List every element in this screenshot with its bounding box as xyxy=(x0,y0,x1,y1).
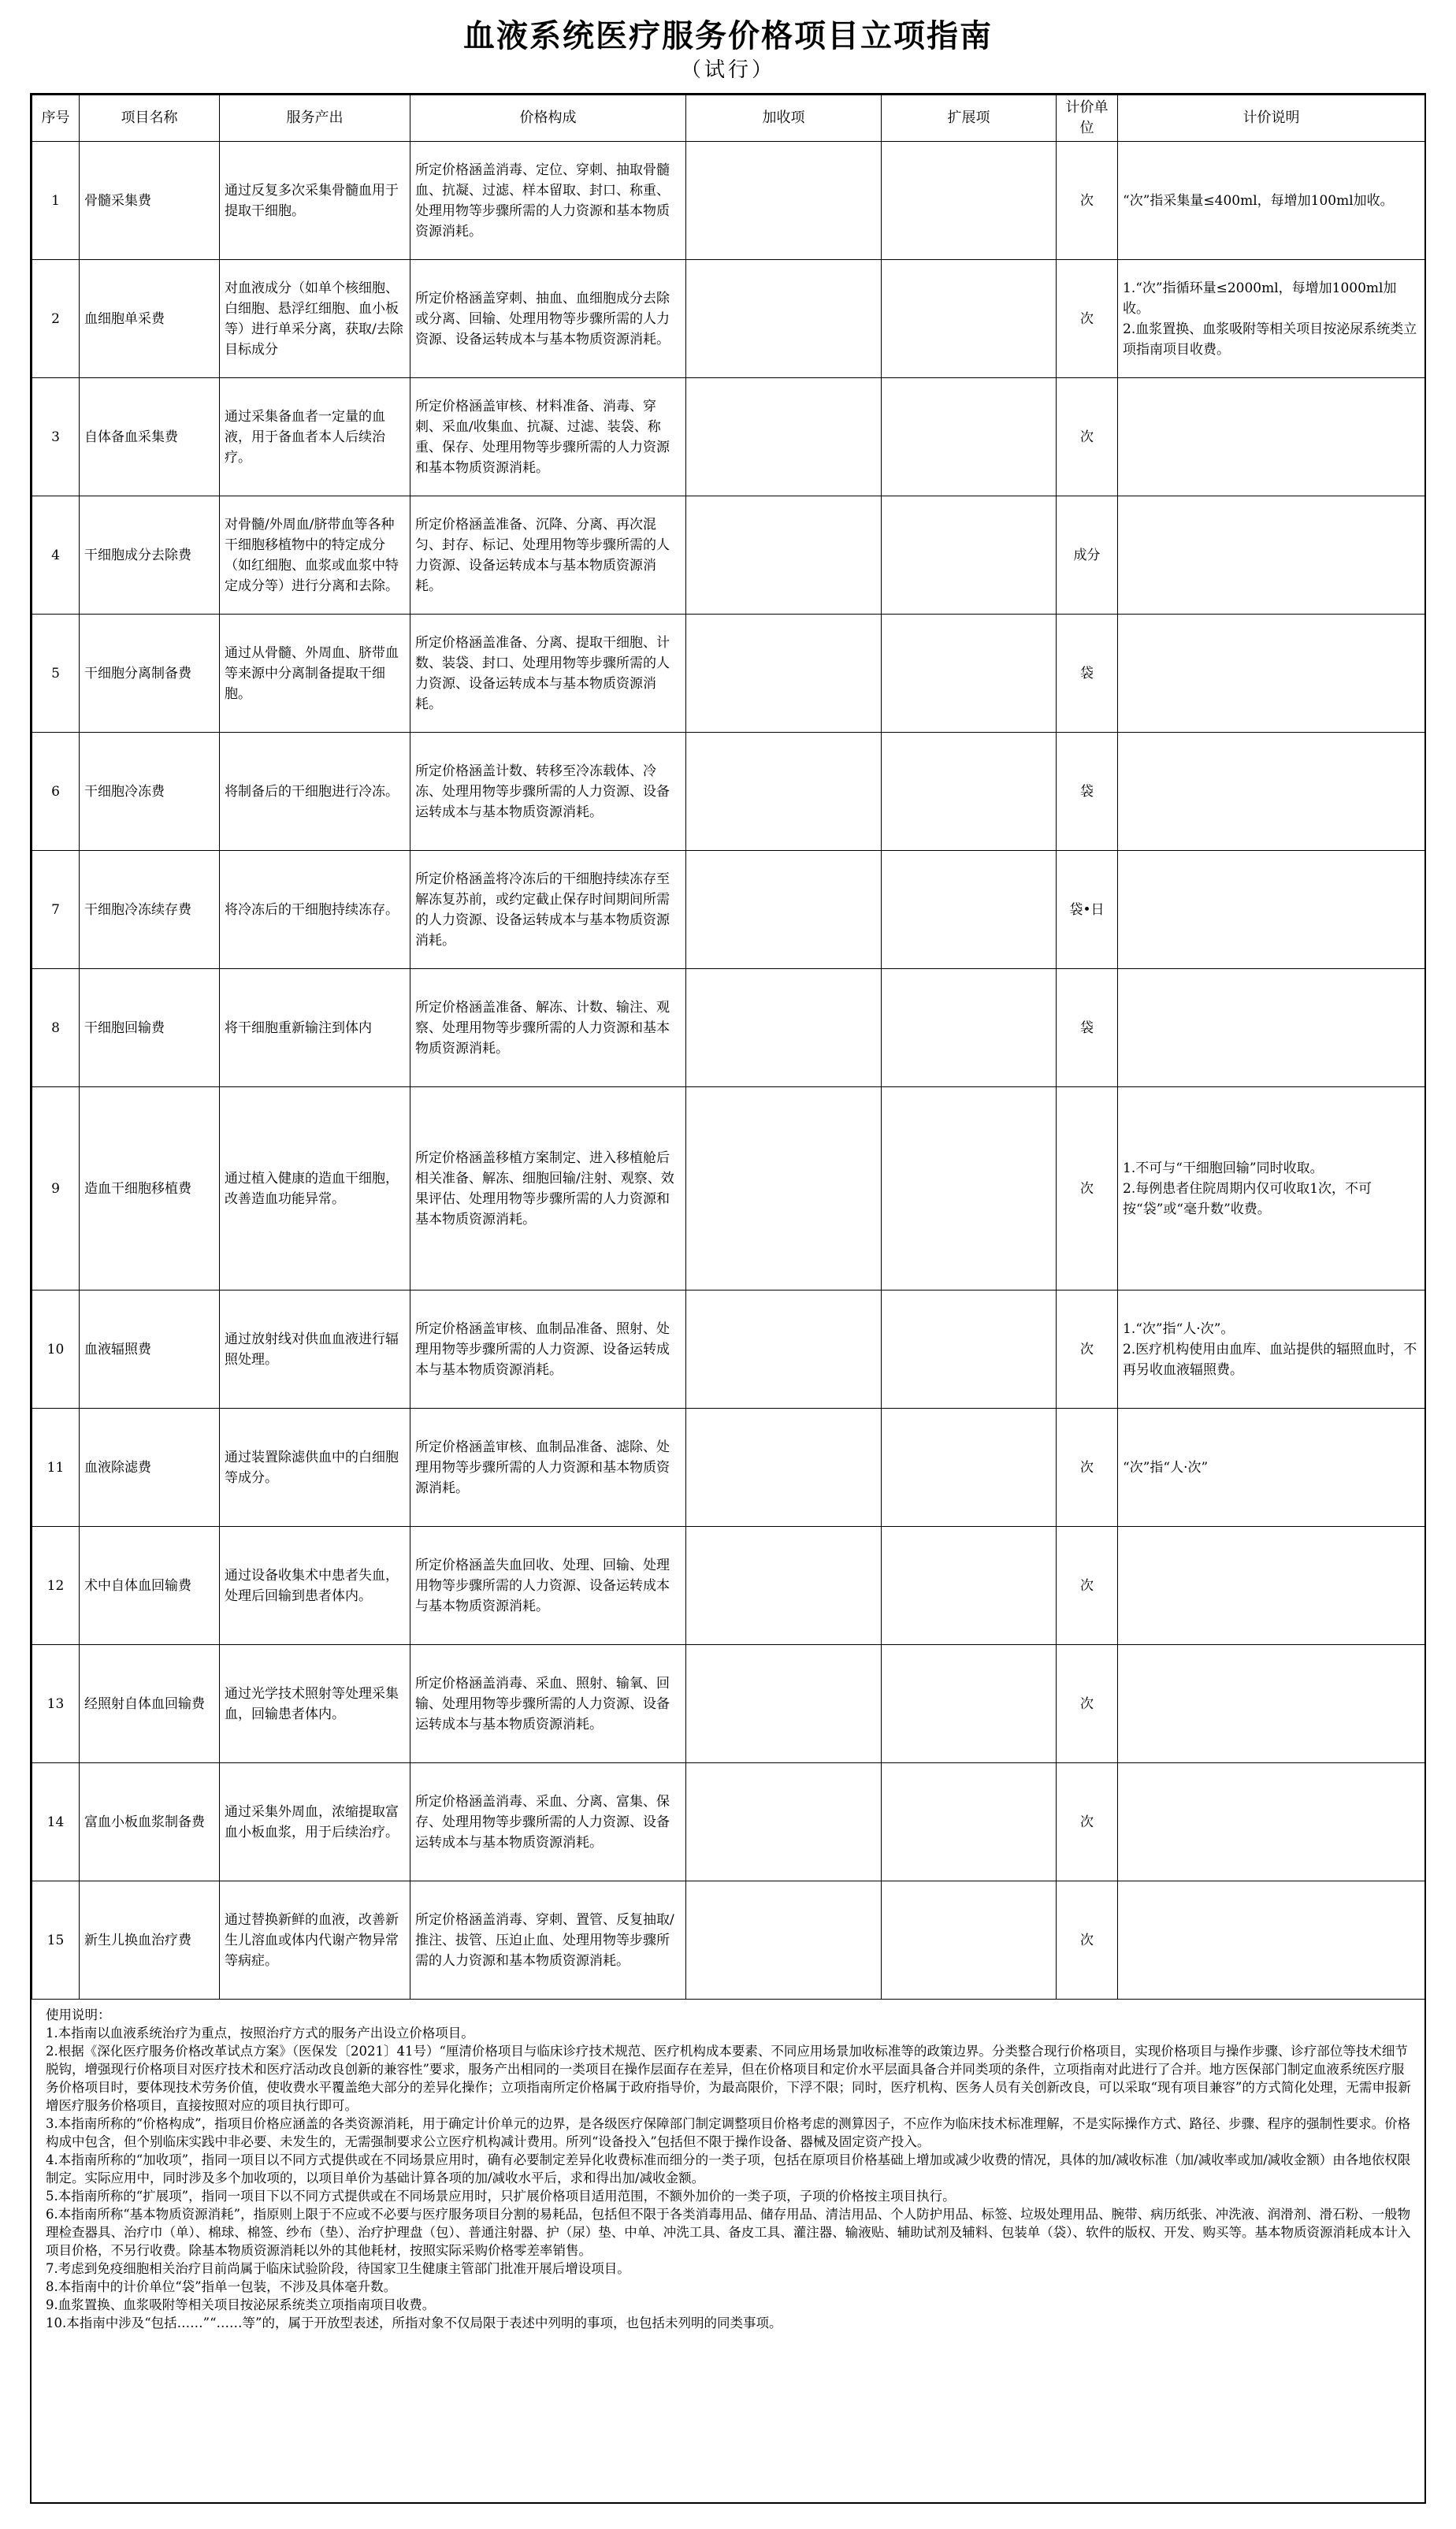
cell-name: 富血小板血浆制备费 xyxy=(80,1763,220,1881)
cell-name: 血液辐照费 xyxy=(80,1290,220,1409)
cell-composition: 所定价格涵盖失血回收、处理、回输、处理用物等步骤所需的人力资源、设备运转成本与基本物质资源消耗。 xyxy=(410,1527,686,1645)
cell-composition: 所定价格涵盖移植方案制定、进入移植舱后相关准备、解冻、细胞回输/注射、观察、效果评估、处理用物等步骤所需的人力资源和基本物质资源消耗。 xyxy=(410,1087,686,1290)
cell-composition: 所定价格涵盖准备、分离、提取干细胞、计数、装袋、封口、处理用物等步骤所需的人力资源、设备运转成本与基本物质资源消耗。 xyxy=(410,615,686,733)
table-row xyxy=(32,496,1425,615)
cell-output: 通过采集备血者一定量的血液，用于备血者本人后续治疗。 xyxy=(220,378,410,496)
header-addon: 加收项 xyxy=(686,95,882,142)
cell-unit: 袋 xyxy=(1057,733,1118,851)
note-item: 5.本指南所称的“扩展项”，指同一项目下以不同方式提供或在不同场景应用时，只扩展价格项目适用范围，不额外加价的一类子项，子项的价格按主项目执行。 xyxy=(46,2189,956,2204)
cell-no: 13 xyxy=(32,1645,80,1763)
price-items-table xyxy=(32,95,1425,2000)
table-row xyxy=(32,1087,1425,1290)
cell-name: 自体备血采集费 xyxy=(80,378,220,496)
cell-composition: 所定价格涵盖计数、转移至冷冻载体、冷冻、处理用物等步骤所需的人力资源、设备运转成本与基本物质资源消耗。 xyxy=(410,733,686,851)
note-item: 4.本指南所称的“加收项”，指同一项目以不同方式提供或在不同场景应用时，确有必要制定差异化收费标准而细分的一类子项，包括在原项目价格基础上增加或减少收费的情况，具体的加/减收标准（加/减收率或加/减收金额）由各地依权限制定。实际应用中，同时涉及多个加收项的，以项目单价为基础计算各项的加/减收水平后，求和得出加/减收金额。 xyxy=(46,2152,1411,2185)
note-item: 2.根据《深化医疗服务价格改革试点方案》（医保发〔2021〕41号）“厘清价格项目与临床诊疗技术规范、医疗机构成本要素、不同应用场景加收标准等的政策边界。分类整合现行价格项目，实现价格项目与操作步骤、诊疗部位等技术细节脱钩，增强现行价格项目对医疗技术和医疗活动改良创新的兼容性”要求，服务产出相同的一类项目在操作层面存在差异，但在价格项目和定价水平层面具备合并同类项的条件，立项指南对此进行了合并。地方医保部门制定血液系统医疗服务价格项目时，要体现技术劳务价值，使收费水平覆盖绝大部分的差异化操作；立项指南所定价格属于政府指导价，为最高限价，下浮不限；同时，医疗机构、医务人员有关创新改良，可以采取“现有项目兼容”的方式简化处理，无需申报新增医疗服务价格项目，直接按照对应的项目执行即可。 xyxy=(46,2044,1411,2113)
cell-no: 5 xyxy=(32,615,80,733)
document-subtitle: （试行） xyxy=(680,58,775,82)
cell-output: 将冷冻后的干细胞持续冻存。 xyxy=(220,851,410,969)
cell-unit: 袋 xyxy=(1057,969,1118,1087)
cell-no: 14 xyxy=(32,1763,80,1881)
cell-output: 通过从骨髓、外周血、脐带血等来源中分离制备提取干细胞。 xyxy=(220,615,410,733)
cell-unit: 次 xyxy=(1057,1290,1118,1409)
cell-no: 8 xyxy=(32,969,80,1087)
table-row xyxy=(32,142,1425,260)
cell-remark: 1.“次”指“人·次”。 2.医疗机构使用由血库、血站提供的辐照血时，不再另收血液辐照费。 xyxy=(1118,1290,1425,1409)
cell-no: 3 xyxy=(32,378,80,496)
cell-remark xyxy=(1118,851,1425,969)
cell-extension xyxy=(882,1290,1057,1409)
cell-remark xyxy=(1118,496,1425,615)
cell-composition: 所定价格涵盖审核、材料准备、消毒、穿刺、采血/收集血、抗凝、过滤、装袋、称重、保存、处理用物等步骤所需的人力资源和基本物质资源消耗。 xyxy=(410,378,686,496)
cell-extension xyxy=(882,1527,1057,1645)
cell-name: 干细胞冷冻费 xyxy=(80,733,220,851)
cell-addon xyxy=(686,851,882,969)
cell-output: 通过植入健康的造血干细胞，改善造血功能异常。 xyxy=(220,1087,410,1290)
cell-no: 10 xyxy=(32,1290,80,1409)
cell-unit: 次 xyxy=(1057,378,1118,496)
cell-addon xyxy=(686,496,882,615)
cell-name: 造血干细胞移植费 xyxy=(80,1087,220,1290)
header-unit: 计价单位 xyxy=(1057,95,1118,142)
cell-addon xyxy=(686,1763,882,1881)
cell-name: 干细胞成分去除费 xyxy=(80,496,220,615)
cell-remark: 1.不可与“干细胞回输”同时收取。 2.每例患者住院周期内仅可收取1次，不可按“袋”或“毫升数”收费。 xyxy=(1118,1087,1425,1290)
header-name: 项目名称 xyxy=(80,95,220,142)
table-row xyxy=(32,1881,1425,2000)
cell-addon xyxy=(686,1527,882,1645)
table-row xyxy=(32,1409,1425,1527)
cell-addon xyxy=(686,1087,882,1290)
cell-no: 7 xyxy=(32,851,80,969)
table-row xyxy=(32,260,1425,378)
cell-unit: 成分 xyxy=(1057,496,1118,615)
cell-composition: 所定价格涵盖将冷冻后的干细胞持续冻存至解冻复苏前，或约定截止保存时间期间所需的人力资源、设备运转成本与基本物质资源消耗。 xyxy=(410,851,686,969)
cell-output: 通过设备收集术中患者失血，处理后回输到患者体内。 xyxy=(220,1527,410,1645)
cell-addon xyxy=(686,969,882,1087)
cell-name: 血液除滤费 xyxy=(80,1409,220,1527)
table-row xyxy=(32,733,1425,851)
cell-composition: 所定价格涵盖消毒、穿刺、置管、反复抽取/推注、拔管、压迫止血、处理用物等步骤所需的人力资源和基本物质资源消耗。 xyxy=(410,1881,686,2000)
note-item: 9.血浆置换、血浆吸附等相关项目按泌尿系统类立项指南项目收费。 xyxy=(46,2297,436,2312)
cell-extension xyxy=(882,851,1057,969)
cell-unit: 袋•日 xyxy=(1057,851,1118,969)
table-row xyxy=(32,1527,1425,1645)
cell-no: 11 xyxy=(32,1409,80,1527)
cell-extension xyxy=(882,496,1057,615)
cell-extension xyxy=(882,1881,1057,2000)
cell-extension xyxy=(882,1409,1057,1527)
cell-unit: 次 xyxy=(1057,1087,1118,1290)
cell-addon xyxy=(686,260,882,378)
cell-unit: 次 xyxy=(1057,1409,1118,1527)
cell-remark: “次”指“人·次” xyxy=(1118,1409,1425,1527)
cell-extension xyxy=(882,615,1057,733)
cell-output: 通过光学技术照射等处理采集血，回输患者体内。 xyxy=(220,1645,410,1763)
cell-composition: 所定价格涵盖准备、解冻、计数、输注、观察、处理用物等步骤所需的人力资源和基本物质资源消耗。 xyxy=(410,969,686,1087)
cell-name: 血细胞单采费 xyxy=(80,260,220,378)
table-row xyxy=(32,615,1425,733)
cell-remark xyxy=(1118,1881,1425,2000)
cell-addon xyxy=(686,1290,882,1409)
cell-remark xyxy=(1118,1645,1425,1763)
header-output: 服务产出 xyxy=(220,95,410,142)
cell-unit: 次 xyxy=(1057,1881,1118,2000)
cell-extension xyxy=(882,378,1057,496)
table-row xyxy=(32,378,1425,496)
cell-name: 干细胞回输费 xyxy=(80,969,220,1087)
cell-name: 术中自体血回输费 xyxy=(80,1527,220,1645)
table-row xyxy=(32,969,1425,1087)
cell-composition: 所定价格涵盖消毒、定位、穿刺、抽取骨髓血、抗凝、过滤、样本留取、封口、称重、处理用物等步骤所需的人力资源和基本物质资源消耗。 xyxy=(410,142,686,260)
cell-addon xyxy=(686,1409,882,1527)
header-composition: 价格构成 xyxy=(410,95,686,142)
cell-remark xyxy=(1118,378,1425,496)
cell-name: 骨髓采集费 xyxy=(80,142,220,260)
document-title: 血液系统医疗服务价格项目立项指南 xyxy=(463,17,993,54)
cell-no: 1 xyxy=(32,142,80,260)
cell-name: 干细胞冷冻续存费 xyxy=(80,851,220,969)
cell-addon xyxy=(686,142,882,260)
cell-extension xyxy=(882,1087,1057,1290)
cell-no: 15 xyxy=(32,1881,80,2000)
cell-addon xyxy=(686,378,882,496)
cell-remark xyxy=(1118,733,1425,851)
note-item: 10.本指南中涉及“包括……”“……等”的，属于开放型表述，所指对象不仅局限于表述中列明的事项，也包括未列明的同类事项。 xyxy=(46,2315,782,2330)
cell-output: 将干细胞重新输注到体内 xyxy=(220,969,410,1087)
cell-composition: 所定价格涵盖穿刺、抽血、血细胞成分去除或分离、回输、处理用物等步骤所需的人力资源、设备运转成本与基本物质资源消耗。 xyxy=(410,260,686,378)
cell-remark xyxy=(1118,1763,1425,1881)
cell-unit: 次 xyxy=(1057,1527,1118,1645)
cell-remark: 1.“次”指循环量≤2000ml，每增加1000ml加收。 2.血浆置换、血浆吸附等相关项目按泌尿系统类立项指南项目收费。 xyxy=(1118,260,1425,378)
cell-remark xyxy=(1118,615,1425,733)
cell-output: 将制备后的干细胞进行冷冻。 xyxy=(220,733,410,851)
cell-addon xyxy=(686,1881,882,2000)
note-item: 3.本指南所称的“价格构成”，指项目价格应涵盖的各类资源消耗，用于确定计价单元的边界，是各级医疗保障部门制定调整项目价格考虑的测算因子，不应作为临床技术标准理解，不是实际操作方式、路径、步骤、程序的强制性要求。价格构成中包含，但个别临床实践中非必要、未发生的，无需强制要求公立医疗机构减计费用。所列“设备投入”包括但不限于操作设备、器械及固定资产投入。 xyxy=(46,2116,1411,2149)
table-header-row xyxy=(32,95,1425,142)
cell-output: 通过装置除滤供血中的白细胞等成分。 xyxy=(220,1409,410,1527)
cell-unit: 次 xyxy=(1057,1645,1118,1763)
cell-composition: 所定价格涵盖审核、血制品准备、滤除、处理用物等步骤所需的人力资源和基本物质资源消耗。 xyxy=(410,1409,686,1527)
cell-unit: 次 xyxy=(1057,142,1118,260)
cell-extension xyxy=(882,1645,1057,1763)
header-no: 序号 xyxy=(32,95,80,142)
cell-no: 2 xyxy=(32,260,80,378)
note-item: 1.本指南以血液系统治疗为重点，按照治疗方式的服务产出设立价格项目。 xyxy=(46,2026,474,2041)
cell-unit: 次 xyxy=(1057,260,1118,378)
table-row xyxy=(32,1645,1425,1763)
cell-no: 12 xyxy=(32,1527,80,1645)
cell-output: 通过替换新鲜的血液，改善新生儿溶血或体内代谢产物异常等病症。 xyxy=(220,1881,410,2000)
cell-output: 通过采集外周血，浓缩提取富血小板血浆，用于后续治疗。 xyxy=(220,1763,410,1881)
cell-name: 干细胞分离制备费 xyxy=(80,615,220,733)
cell-addon xyxy=(686,1645,882,1763)
cell-composition: 所定价格涵盖审核、血制品准备、照射、处理用物等步骤所需的人力资源、设备运转成本与基本物质资源消耗。 xyxy=(410,1290,686,1409)
cell-remark xyxy=(1118,1527,1425,1645)
cell-no: 9 xyxy=(32,1087,80,1290)
note-item: 6.本指南所称“基本物质资源消耗”，指原则上限于不应或不必要与医疗服务项目分割的易耗品，包括但不限于各类消毒用品、储存用品、清洁用品、个人防护用品、标签、垃圾处理用品、腕带、病历纸张、冲洗液、润滑剂、滑石粉、一般物理检查器具、治疗巾（单）、棉球、棉签、纱布（垫）、治疗护理盘（包）、普通注射器、护（尿）垫、中单、冲洗工具、备皮工具、灌注器、输液贴、辅助试剂及辅料、包装单（袋）、软件的版权、开发、购买等。基本物质资源消耗成本计入项目价格，不另行收费。除基本物质资源消耗以外的其他耗材，按照实际采购价格零差率销售。 xyxy=(46,2207,1411,2258)
cell-unit: 次 xyxy=(1057,1763,1118,1881)
cell-extension xyxy=(882,969,1057,1087)
cell-addon xyxy=(686,615,882,733)
cell-remark: “次”指采集量≤400ml，每增加100ml加收。 xyxy=(1118,142,1425,260)
cell-extension xyxy=(882,260,1057,378)
cell-unit: 袋 xyxy=(1057,615,1118,733)
cell-no: 6 xyxy=(32,733,80,851)
document-frame xyxy=(30,93,1426,2504)
cell-name: 新生儿换血治疗费 xyxy=(80,1881,220,2000)
cell-composition: 所定价格涵盖准备、沉降、分离、再次混匀、封存、标记、处理用物等步骤所需的人力资源、设备运转成本与基本物质资源消耗。 xyxy=(410,496,686,615)
header-remark: 计价说明 xyxy=(1118,95,1425,142)
cell-output: 对血液成分（如单个核细胞、白细胞、悬浮红细胞、血小板等）进行单采分离，获取/去除目标成分 xyxy=(220,260,410,378)
cell-extension xyxy=(882,1763,1057,1881)
note-item: 7.考虑到免疫细胞相关治疗目前尚属于临床试验阶段，待国家卫生健康主管部门批准开展后增设项目。 xyxy=(46,2261,630,2276)
cell-addon xyxy=(686,733,882,851)
cell-extension xyxy=(882,733,1057,851)
cell-output: 对骨髓/外周血/脐带血等各种干细胞移植物中的特定成分（如红细胞、血浆或血浆中特定成分等）进行分离和去除。 xyxy=(220,496,410,615)
cell-output: 通过反复多次采集骨髓血用于提取干细胞。 xyxy=(220,142,410,260)
usage-notes xyxy=(32,2000,1424,2332)
cell-output: 通过放射线对供血血液进行辐照处理。 xyxy=(220,1290,410,1409)
header-extension: 扩展项 xyxy=(882,95,1057,142)
table-row xyxy=(32,1763,1425,1881)
table-row xyxy=(32,1290,1425,1409)
note-item: 8.本指南中的计价单位“袋”指单一包装，不涉及具体毫升数。 xyxy=(46,2279,397,2294)
table-row xyxy=(32,851,1425,969)
notes-heading: 使用说明： xyxy=(46,2007,111,2022)
cell-name: 经照射自体血回输费 xyxy=(80,1645,220,1763)
cell-remark xyxy=(1118,969,1425,1087)
cell-extension xyxy=(882,142,1057,260)
cell-no: 4 xyxy=(32,496,80,615)
cell-composition: 所定价格涵盖消毒、采血、分离、富集、保存、处理用物等步骤所需的人力资源、设备运转成本与基本物质资源消耗。 xyxy=(410,1763,686,1881)
cell-composition: 所定价格涵盖消毒、采血、照射、输氧、回输、处理用物等步骤所需的人力资源、设备运转成本与基本物质资源消耗。 xyxy=(410,1645,686,1763)
